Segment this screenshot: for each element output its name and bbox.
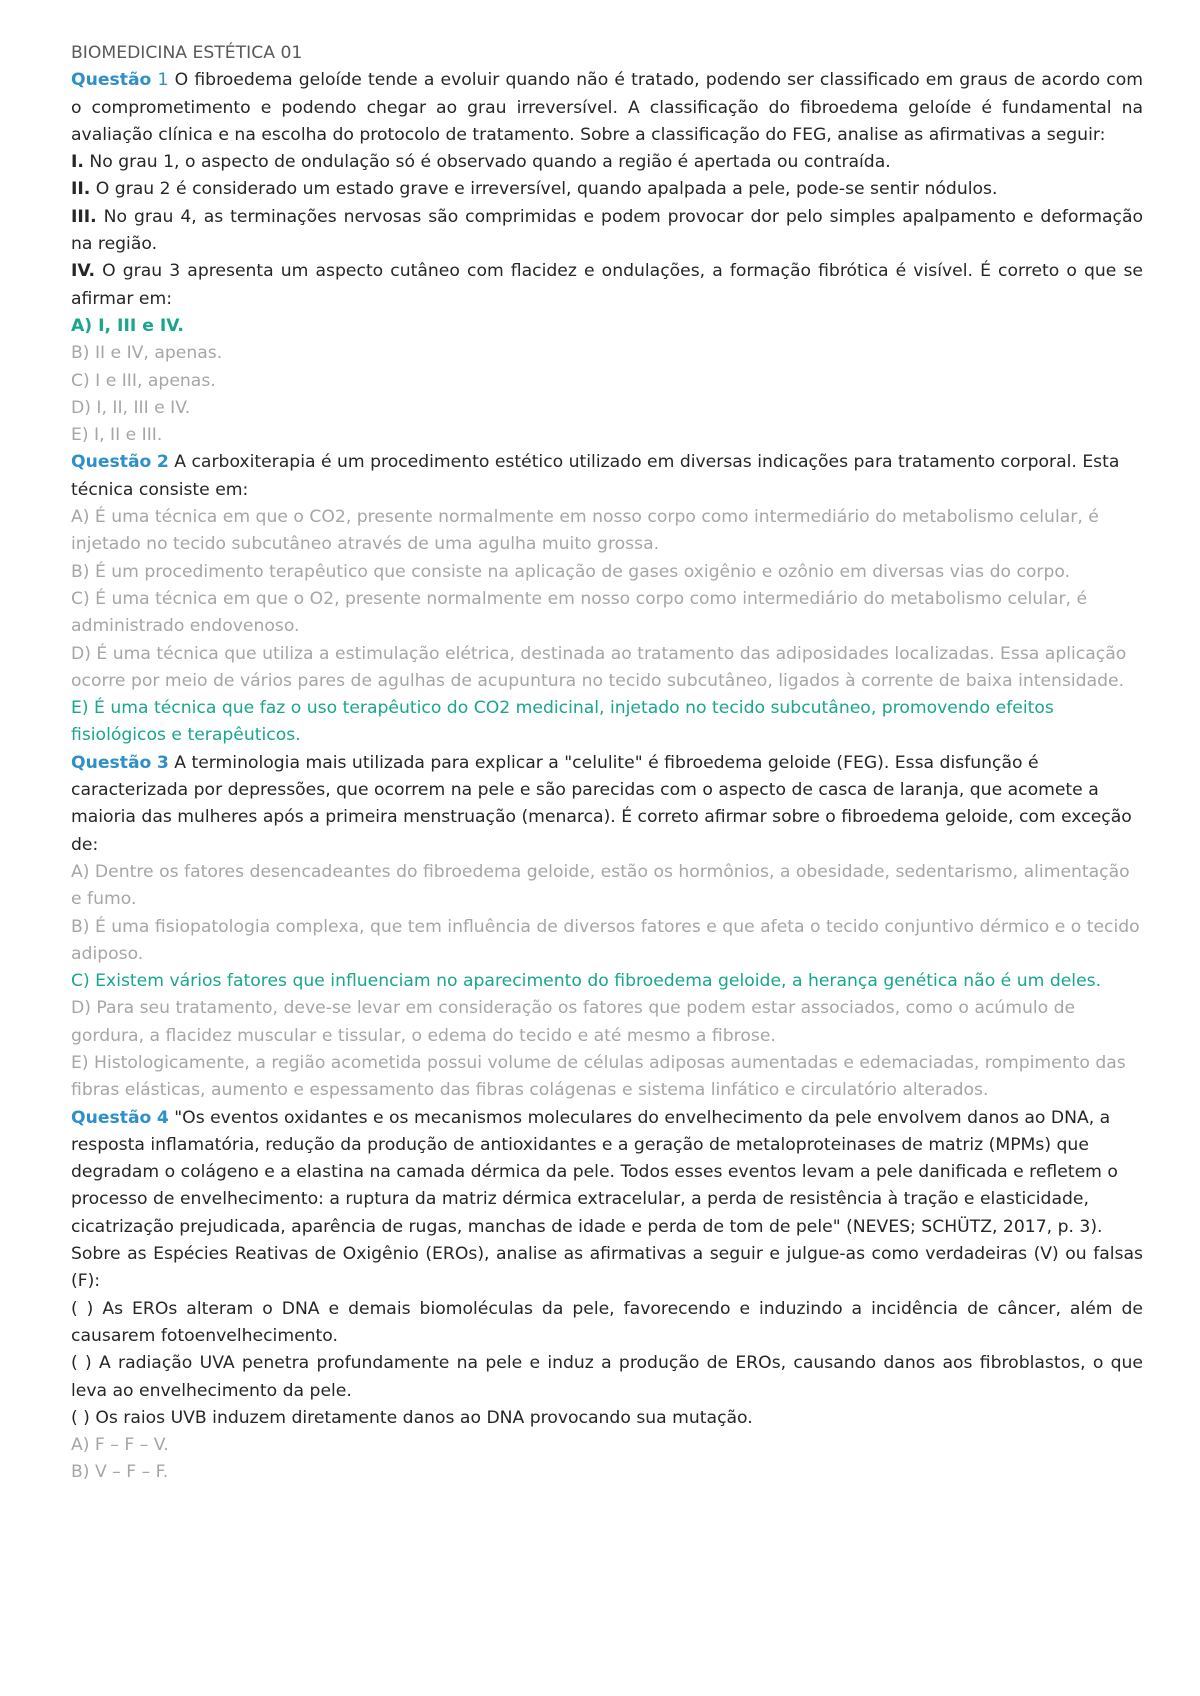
q4-option-a: A) F – F – V. [71, 1435, 169, 1456]
question-label: Questão [71, 752, 152, 773]
question-3-stem [71, 750, 1143, 859]
q1-option-e: E) I, II e III. [71, 425, 163, 446]
document-page [71, 40, 1143, 1487]
q3-option-b: B) É uma fisiopatologia complexa, que tem influência de diversos fatores e que afeta o tecido conjuntivo dérmico e o tecido adiposo. [71, 916, 1140, 964]
statement-text: No grau 1, o aspecto de ondulação só é observado quando a região é apertada ou contraída. [83, 152, 891, 173]
q3-option-d: D) Para seu tratamento, deve-se levar em consideração os fatores que podem estar associados, como o acúmulo de gordura, a flacidez muscular e tissular, o edema do tecido e até mesmo a fibrose. [71, 998, 1076, 1046]
q3-option-c: C) Existem vários fatores que influenciam no aparecimento do fibroedema geloide, a herança genética não é um deles. [71, 971, 1102, 992]
q2-option-e: E) É uma técnica que faz o uso terapêutico do CO2 medicinal, injetado no tecido subcutâneo, promovendo efeitos fisiológicos e terapêuticos. [71, 698, 1054, 746]
statement-text: O grau 3 apresenta um aspecto cutâneo com flacidez e ondulações, a formação fibrótica é visível. É correto o que se afirmar em: [71, 261, 1143, 309]
statement-iv [71, 258, 1143, 313]
statement-roman: III. [71, 206, 97, 227]
statement-roman: IV. [71, 261, 96, 282]
question-number: 1 [157, 70, 169, 91]
question-label: Questão [71, 452, 152, 473]
q2-option-c: C) É uma técnica em que o O2, presente normalmente em nosso corpo como intermediário do metabolismo celular, é administrado endovenoso. [71, 588, 1088, 637]
q3-option-a: A) Dentre os fatores desencadeantes do fibroedema geloide, estão os hormônios, a obesidade, sedentarismo, alimentação e fumo. [71, 861, 1130, 910]
q4-option-b: B) V – F – F. [71, 1462, 169, 1483]
q4-statement-3: ( ) Os raios UVB induzem diretamente danos ao DNA provocando sua mutação. [71, 1407, 753, 1428]
question-text: A carboxiterapia é um procedimento estético utilizado em diversas indicações para tratamento corporal. Esta técnica consiste em: [71, 452, 1120, 500]
question-1-stem [71, 67, 1143, 149]
q1-option-b: B) II e IV, apenas. [71, 343, 223, 364]
statement-roman: I. [71, 152, 84, 173]
question-4-stem [71, 1105, 1143, 1241]
q4-statement-1: ( ) As EROs alteram o DNA e demais biomoléculas da pele, favorecendo e induzindo a incidência de câncer, além de causarem fotoenvelhecimento. [71, 1298, 1143, 1346]
statement-text: O grau 2 é considerado um estado grave e irreversível, quando apalpada a pele, pode-se sentir nódulos. [90, 179, 998, 200]
q2-option-a: A) É uma técnica em que o CO2, presente normalmente em nosso corpo como intermediário do metabolismo celular, é injetado no tecido subcutâneo através de uma agulha muito grossa. [71, 507, 1099, 555]
question-label: Questão [71, 1107, 152, 1128]
question-text: O fibroedema geloíde tende a evoluir quando não é tratado, podendo ser classificado em graus de acordo com o comprometimento e podendo chegar ao grau irreversível. A classificação do fibroedema geloíde é fundamental na avaliação clínica e na escolha do protocolo de tratamento. Sobre a classificação do FEG, analise as afirmativas a seguir: [71, 70, 1143, 145]
statement-i [71, 149, 1143, 176]
statement-ii [71, 176, 1143, 203]
document-title: BIOMEDICINA ESTÉTICA 01 [71, 43, 303, 63]
question-label: Questão [71, 70, 152, 91]
q1-option-c: C) I e III, apenas. [71, 370, 216, 391]
q1-option-d: D) I, II, III e IV. [71, 397, 191, 418]
question-number: 3 [156, 752, 169, 773]
question-4-stem-2: Sobre as Espécies Reativas de Oxigênio (EROs), analise as afirmativas a seguir e julgue-as como verdadeiras (V) ou falsas (F): [71, 1244, 1143, 1292]
question-number: 4 [156, 1107, 169, 1128]
q3-option-e: E) Histologicamente, a região acometida possui volume de células adiposas aumentadas e edemaciadas, rompimento das fibras elásticas, aumento e espessamento das fibras colágenas e sistema linfático e circulatório alterados. [71, 1052, 1126, 1101]
question-number: 2 [156, 452, 169, 473]
question-text: A terminologia mais utilizada para explicar a "celulite" é fibroedema geloide (FEG). Essa disfunção é caracterizada por depressões, que ocorrem na pele e são parecidas com o aspecto de casca de laranja, que acomete a maioria das mulheres após a primeira menstruação (menarca). É correto afirmar sobre o fibroedema geloide, com exceção de: [71, 752, 1132, 855]
statement-iii [71, 204, 1143, 259]
q2-option-d: D) É uma técnica que utiliza a estimulação elétrica, destinada ao tratamento das adiposidades localizadas. Essa aplicação ocorre por meio de vários pares de agulhas de acupuntura no tecido subcutâneo, ligados à corrente de baixa intensidade. [71, 643, 1127, 691]
q2-option-b: B) É um procedimento terapêutico que consiste na aplicação de gases oxigênio e ozônio em diversas vias do corpo. [71, 561, 1071, 582]
statement-roman: II. [71, 179, 91, 200]
question-text: "Os eventos oxidantes e os mecanismos moleculares do envelhecimento da pele envolvem danos ao DNA, a resposta inflamatória, redução da produção de antioxidantes e a geração de metaloproteinases de matriz (MPMs) que degradam o colágeno e a elastina na camada dérmica da pele. Todos esses eventos levam a pele danificada e refletem o processo de envelhecimento: a ruptura da matriz dérmica extracelular, a perda de resistência à tração e elasticidade, cicatrização prejudicada, aparência de rugas, manchas de idade e perda de tom de pele" (NEVES; SCHÜTZ, 2017, p. 3). [71, 1107, 1118, 1237]
q4-statement-2: ( ) A radiação UVA penetra profundamente na pele e induz a produção de EROs, causando danos aos fibroblastos, o que leva ao envelhecimento da pele. [71, 1353, 1143, 1401]
q1-option-a: A) I, III e IV. [71, 315, 184, 336]
question-2-stem [71, 449, 1143, 504]
statement-text: No grau 4, as terminações nervosas são comprimidas e podem provocar dor pelo simples apalpamento e deformação na região. [71, 206, 1143, 255]
